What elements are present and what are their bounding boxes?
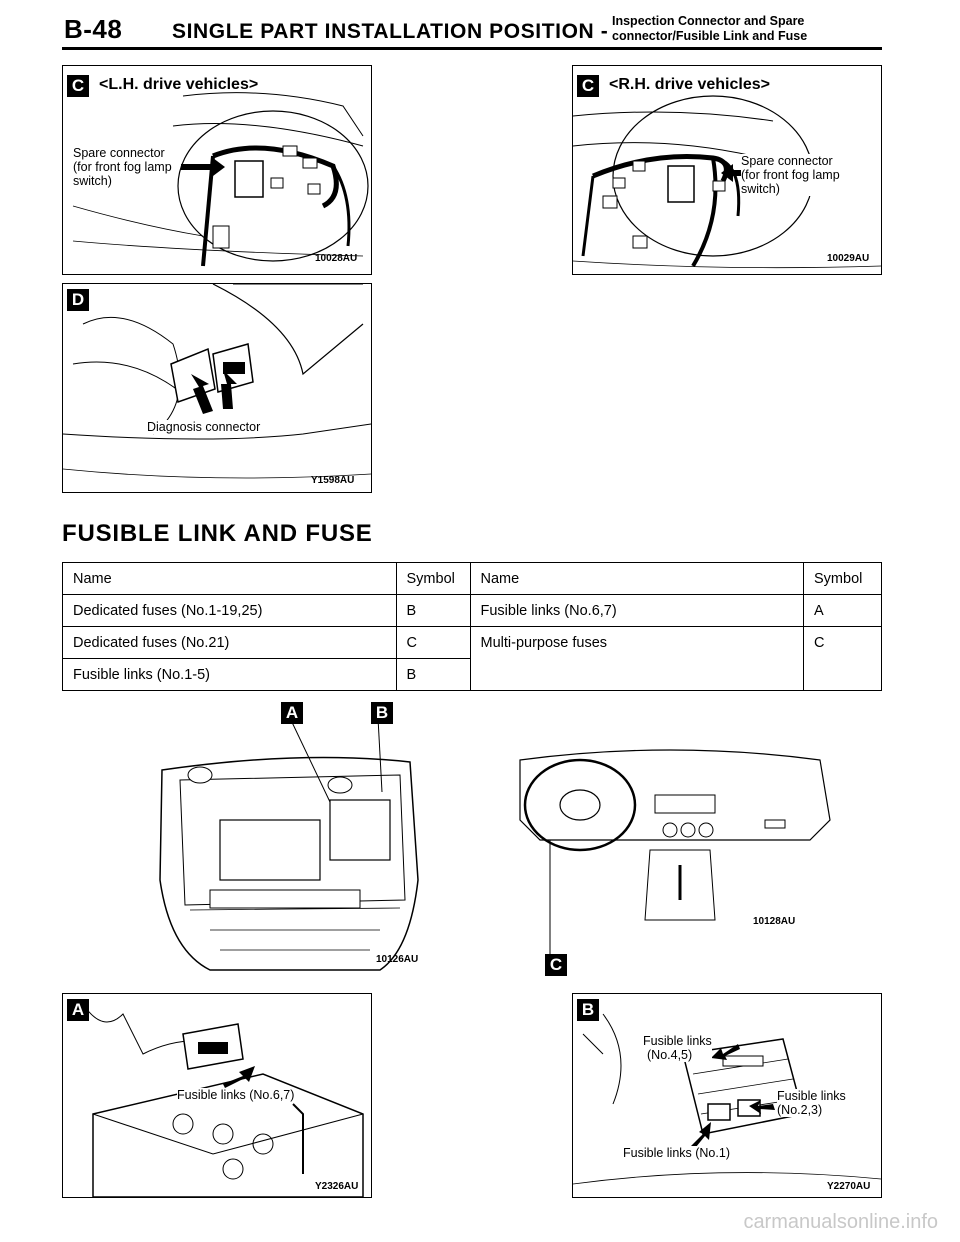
callout-tag-a: A bbox=[281, 702, 303, 724]
table-cell: A bbox=[804, 595, 882, 627]
callout-fusible-links-6-7: Fusible links (No.6,7) bbox=[177, 1088, 295, 1102]
fusible-link-table bbox=[62, 562, 882, 691]
diagnosis-illustration bbox=[63, 284, 371, 492]
table-header: Symbol bbox=[396, 563, 470, 595]
figure-dashboard bbox=[510, 740, 840, 980]
figure-diagnosis-connector bbox=[62, 283, 372, 493]
table-cell: B bbox=[396, 595, 470, 627]
figure-title-lh: <L.H. drive vehicles> bbox=[99, 76, 259, 93]
callout-line: (No.4,5) bbox=[647, 1048, 693, 1062]
page-title: SINGLE PART INSTALLATION POSITION - bbox=[172, 20, 609, 43]
callout-fusible-links-2-3 bbox=[777, 1089, 846, 1117]
figure-tag-d: D bbox=[67, 289, 89, 311]
table-header-row bbox=[63, 563, 882, 595]
callout-line: Spare connector bbox=[741, 154, 833, 168]
callout-line: (for front fog lamp bbox=[741, 168, 840, 182]
page-subtitle-line2: connector/Fusible Link and Fuse bbox=[612, 29, 808, 43]
figure-code: 10128AU bbox=[753, 916, 796, 927]
callout-tag-c: C bbox=[545, 954, 567, 976]
dashboard-illustration bbox=[510, 740, 840, 980]
figure-title-rh: <R.H. drive vehicles> bbox=[609, 76, 770, 93]
callout-diagnosis-connector: Diagnosis connector bbox=[147, 420, 261, 434]
section-title: FUSIBLE LINK AND FUSE bbox=[62, 520, 373, 547]
figure-fusible-links-a bbox=[62, 993, 372, 1198]
page-subtitle bbox=[612, 14, 807, 44]
table-header: Name bbox=[470, 563, 804, 595]
figure-tag-c: C bbox=[67, 75, 89, 97]
table-cell: Fusible links (No.1-5) bbox=[63, 659, 397, 691]
figure-engine-bay bbox=[150, 700, 440, 980]
figure-tag-a: A bbox=[67, 999, 89, 1021]
figure-code: Y2270AU bbox=[827, 1181, 871, 1192]
table-header: Symbol bbox=[804, 563, 882, 595]
callout-spare-connector-rh bbox=[741, 154, 840, 196]
callout-fusible-links-1: Fusible links (No.1) bbox=[623, 1146, 730, 1160]
page-subtitle-line1: Inspection Connector and Spare bbox=[612, 14, 805, 28]
figure-code: Y2326AU bbox=[315, 1181, 359, 1192]
figure-code: Y1598AU bbox=[311, 475, 355, 486]
callout-tag-b: B bbox=[371, 702, 393, 724]
table-cell: Multi-purpose fuses bbox=[470, 627, 804, 691]
table-cell: C bbox=[396, 627, 470, 659]
callout-line: switch) bbox=[73, 174, 112, 188]
callout-line: Fusible links bbox=[777, 1089, 846, 1103]
figure-code: 10126AU bbox=[376, 954, 419, 965]
table-cell: C bbox=[804, 627, 882, 691]
callout-line: (for front fog lamp bbox=[73, 160, 172, 174]
callout-spare-connector-lh bbox=[73, 146, 172, 188]
table-row bbox=[63, 595, 882, 627]
watermark: carmanualsonline.info bbox=[743, 1211, 938, 1233]
callout-fusible-links-4-5 bbox=[643, 1034, 712, 1062]
figure-rh-drive bbox=[572, 65, 882, 275]
callout-line: (No.2,3) bbox=[777, 1103, 823, 1117]
table-cell: Dedicated fuses (No.1-19,25) bbox=[63, 595, 397, 627]
table-cell: B bbox=[396, 659, 470, 691]
table-row bbox=[63, 627, 882, 659]
figure-code: 10028AU bbox=[315, 253, 358, 264]
engine-bay-illustration bbox=[150, 700, 440, 980]
figure-lh-drive bbox=[62, 65, 372, 275]
table-cell: Fusible links (No.6,7) bbox=[470, 595, 804, 627]
callout-line: Spare connector bbox=[73, 146, 165, 160]
table-cell: Dedicated fuses (No.21) bbox=[63, 627, 397, 659]
figure-fusible-links-b bbox=[572, 993, 882, 1198]
page-number: B-48 bbox=[64, 14, 123, 44]
callout-line: switch) bbox=[741, 182, 780, 196]
table-header: Name bbox=[63, 563, 397, 595]
callout-line: Fusible links bbox=[643, 1034, 712, 1048]
figure-tag-b: B bbox=[577, 999, 599, 1021]
figure-code: 10029AU bbox=[827, 253, 870, 264]
header-rule bbox=[62, 47, 882, 50]
figure-tag-c: C bbox=[577, 75, 599, 97]
